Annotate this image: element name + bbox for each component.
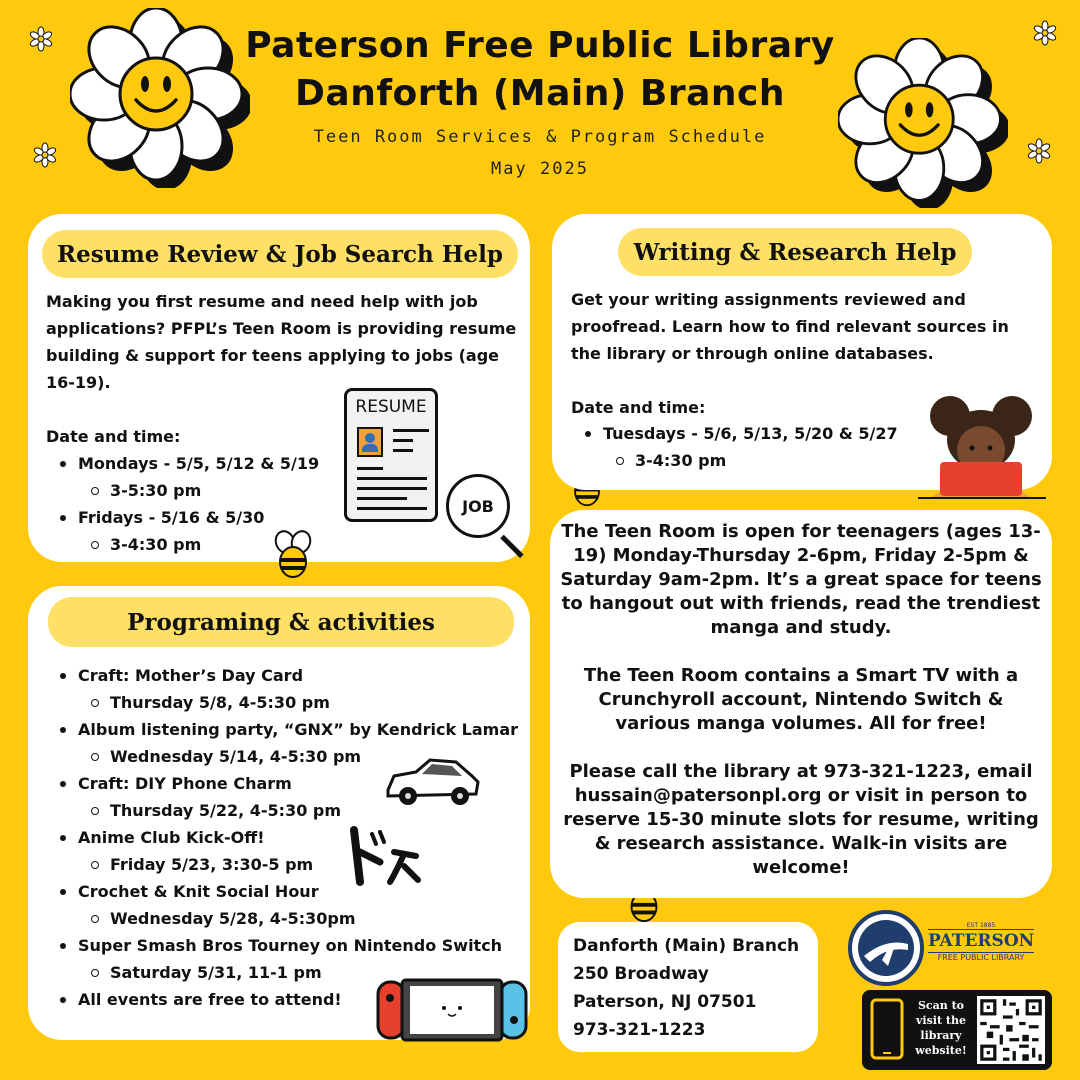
qr-caption: Scan to visit the library website! (915, 999, 967, 1057)
resume-schedule (46, 450, 366, 558)
library-seal-icon (848, 910, 924, 986)
address-line-3: Paterson, NJ 07501 (573, 992, 757, 1012)
list-item: Tuesdays - 5/6, 5/13, 5/20 & 5/27 (571, 420, 931, 447)
logo-name: PATERSON (928, 931, 1035, 951)
list-item: Wednesday 5/14, 4-5:30 pm (46, 743, 526, 770)
smiley-flower-left-icon (70, 8, 250, 188)
magnifier-icon (446, 474, 510, 538)
address-line-1: Danforth (Main) Branch (573, 936, 800, 956)
list-item: Fridays - 5/16 & 5/30 (46, 504, 366, 531)
daisy-icon (1032, 20, 1058, 46)
resume-description: Making you first resume and need help with job applications? PFPL’s Teen Room is providing resume building & support for teens applying to jobs (age 16-19). (46, 292, 517, 392)
teen-room-para-1: The Teen Room is open for teenagers (ages 13-19) Monday-Thursday 2-6pm, Friday 2-5pm & Saturday 9am-2pm. It’s a great space for teens to hangout out with friends, read the trendiest manga and study. (560, 521, 1042, 638)
logo-est: EST 1885 (928, 922, 1034, 930)
list-item: Wednesday 5/28, 4-5:30pm (46, 905, 526, 932)
phone-icon (870, 998, 904, 1060)
list-item: Album listening party, “GNX” by Kendrick Lamar (46, 716, 526, 743)
bee-icon (270, 530, 316, 580)
teen-room-para-3: Please call the library at 973-321-1223, email hussain@patersonpl.org or visit in person to reserve 15-30 minute slots for resume, writing & research assistance. Walk-in visits are welcome! (563, 761, 1039, 878)
writing-description: Get your writing assignments reviewed and proofread. Learn how to find relevant sources in the library or through online databases. (571, 290, 1009, 363)
list-item: Mondays - 5/5, 5/12 & 5/19 (46, 450, 366, 477)
programs-list (46, 662, 526, 1013)
header (230, 22, 850, 182)
girl-with-laptop-icon (912, 394, 1052, 502)
writing-heading: Writing & Research Help (618, 228, 972, 276)
car-icon (382, 752, 482, 812)
writing-date-label: Date and time: (571, 398, 706, 417)
list-item: 3-5:30 pm (46, 477, 366, 504)
list-item: Thursday 5/8, 4-5:30 pm (46, 689, 526, 716)
list-item: All events are free to attend! (46, 986, 526, 1013)
list-item: Anime Club Kick-Off! (46, 824, 526, 851)
teen-room-para-2: The Teen Room contains a Smart TV with a Crunchyroll account, Nintendo Switch & various manga volumes. All for free! (583, 665, 1019, 734)
subtitle-line-2: May 2025 (491, 159, 589, 179)
daisy-icon (1026, 138, 1052, 164)
list-item: Craft: DIY Phone Charm (46, 770, 526, 797)
title-line-1: Paterson Free Public Library (245, 25, 835, 66)
logo-tagline: FREE PUBLIC LIBRARY (928, 952, 1034, 962)
list-item: Super Smash Bros Tourney on Nintendo Switch (46, 932, 526, 959)
daisy-icon (32, 142, 58, 168)
nintendo-switch-icon (376, 976, 528, 1042)
address-line-4: 973-321-1223 (573, 1020, 706, 1040)
teen-room-info (560, 520, 1042, 880)
qr-code-icon[interactable] (976, 996, 1046, 1064)
list-item: Thursday 5/22, 4-5:30 pm (46, 797, 526, 824)
resume-graphic-label: RESUME (355, 397, 427, 417)
title-line-2: Danforth (Main) Branch (295, 73, 785, 114)
subtitle-line-1: Teen Room Services & Program Schedule (313, 127, 767, 147)
list-item: Crochet & Knit Social Hour (46, 878, 526, 905)
manga-sfx-icon (346, 826, 422, 886)
address (573, 932, 813, 1044)
job-label: JOB (462, 496, 494, 516)
list-item: Friday 5/23, 3:30-5 pm (46, 851, 526, 878)
writing-schedule (571, 420, 931, 474)
resume-date-label: Date and time: (46, 427, 181, 446)
list-item: Craft: Mother’s Day Card (46, 662, 526, 689)
programs-heading: Programing & activities (48, 597, 514, 647)
list-item: 3-4:30 pm (571, 447, 931, 474)
resume-heading: Resume Review & Job Search Help (42, 230, 518, 278)
resume-document-icon (344, 388, 438, 522)
library-logo-text (928, 922, 1034, 962)
address-line-2: 250 Broadway (573, 964, 709, 984)
list-item: 3-4:30 pm (46, 531, 366, 558)
smiley-flower-right-icon (838, 38, 1008, 208)
daisy-icon (28, 26, 54, 52)
list-item: Saturday 5/31, 11-1 pm (46, 959, 526, 986)
